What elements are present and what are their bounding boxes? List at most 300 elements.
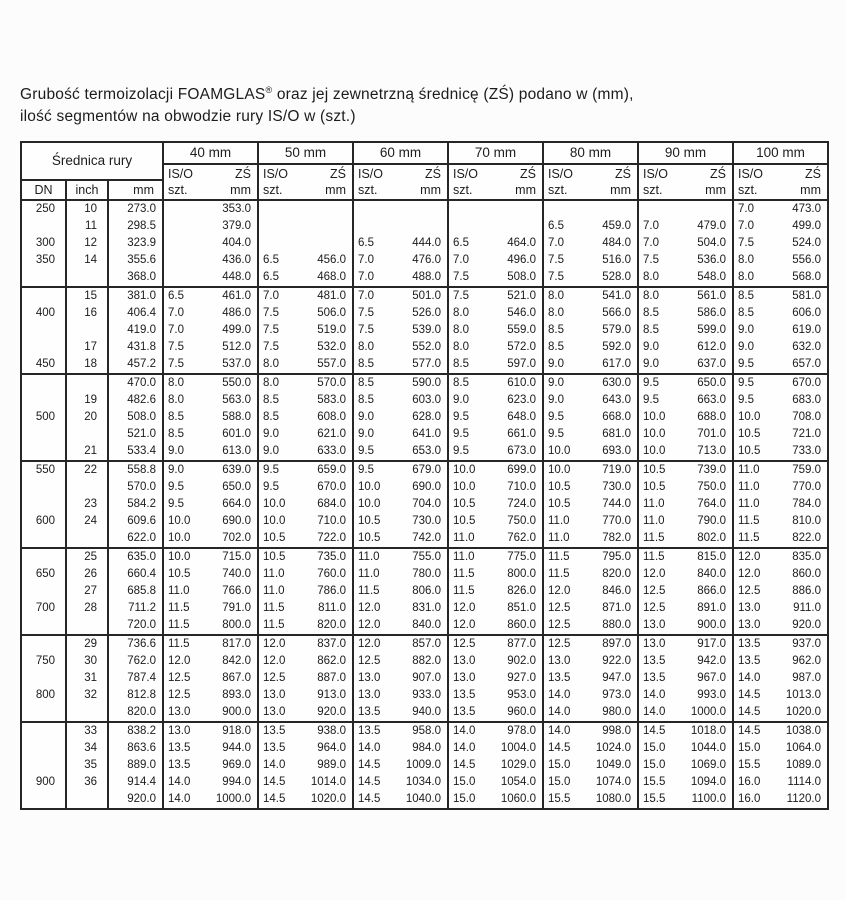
zs-diameter-cell: 690.0 <box>412 480 441 493</box>
iso-segments-cell: 8.0 <box>448 322 488 339</box>
zs-diameter-cell: 897.0 <box>583 635 638 653</box>
zs-diameter-cell: 730.0 <box>602 480 631 493</box>
iso-segments-cell: 12.5 <box>353 653 393 670</box>
zs-diameter-cell: 670.0 <box>317 480 346 493</box>
mm-cell: 381.0 <box>108 287 163 305</box>
iso-segments-cell: 10.5 <box>543 496 583 513</box>
iso-segments-cell: 14.0 <box>543 704 583 722</box>
mm-cell: 298.5 <box>108 218 163 235</box>
dn-cell: 750 <box>35 654 55 667</box>
iso-segments-cell: 14.0 <box>163 791 203 809</box>
iso-segments-cell: 14.0 <box>638 687 678 704</box>
iso-segments-cell: 10.0 <box>543 461 583 479</box>
zs-diameter-cell <box>488 218 543 235</box>
zs-diameter-cell: 940.0 <box>412 705 441 718</box>
zs-diameter-cell: 521.0 <box>488 287 543 305</box>
dn-cell: 500 <box>35 410 55 423</box>
zs-diameter-cell: 867.0 <box>222 671 251 684</box>
zs-diameter-cell <box>488 200 543 218</box>
inch-cell <box>66 617 108 635</box>
zs-diameter-cell: 900.0 <box>697 618 726 631</box>
mm-cell: 521.0 <box>108 426 163 443</box>
iso-segments-cell: 9.0 <box>258 443 298 461</box>
zs-diameter-cell: 802.0 <box>697 531 726 544</box>
iso-segments-cell: 6.5 <box>353 235 393 252</box>
zs-diameter-cell: 962.0 <box>792 654 821 667</box>
zs-diameter-cell: 702.0 <box>222 531 251 544</box>
mm-cell: 838.2 <box>108 722 163 740</box>
zs-diameter-cell: 739.0 <box>678 461 733 479</box>
zs-diameter-cell: 835.0 <box>773 548 828 566</box>
zs-diameter-cell: 1064.0 <box>785 741 821 754</box>
zs-diameter-cell: 760.0 <box>317 567 346 580</box>
dn-cell <box>21 339 66 356</box>
iso-segments-cell: 10.0 <box>638 426 678 443</box>
inch-cell: 15 <box>66 287 108 305</box>
zs-diameter-cell: 661.0 <box>507 427 536 440</box>
iso-segments-cell: 7.0 <box>733 218 773 235</box>
mm-cell: 711.2 <box>108 600 163 617</box>
zs-subcolumn-header: ZŚ mm <box>488 164 543 200</box>
iso-segments-cell: 13.0 <box>448 653 488 670</box>
inch-cell: 16 <box>66 305 108 322</box>
zs-diameter-cell: 681.0 <box>602 427 631 440</box>
iso-segments-cell: 11.5 <box>733 530 773 548</box>
iso-segments-cell: 11.5 <box>638 530 678 548</box>
iso-segments-cell <box>163 200 203 218</box>
zs-diameter-cell: 917.0 <box>678 635 733 653</box>
iso-segments-cell: 13.5 <box>448 704 488 722</box>
iso-segments-cell: 11.5 <box>638 548 678 566</box>
thickness-group-header: 60 mm <box>353 142 448 164</box>
zs-diameter-cell: 922.0 <box>602 654 631 667</box>
mm-cell: 787.4 <box>108 670 163 687</box>
zs-diameter-cell: 516.0 <box>602 253 631 266</box>
iso-segments-cell: 7.0 <box>353 252 393 269</box>
iso-segments-cell: 9.5 <box>448 409 488 426</box>
zs-diameter-cell: 621.0 <box>317 427 346 440</box>
dn-cell: 400 <box>35 306 55 319</box>
dn-cell <box>21 548 66 566</box>
dn-cell <box>21 757 66 774</box>
zs-diameter-cell: 1009.0 <box>405 758 441 771</box>
iso-segments-cell: 12.0 <box>448 617 488 635</box>
zs-diameter-cell: 944.0 <box>222 741 251 754</box>
inch-cell <box>66 374 108 392</box>
zs-diameter-cell: 1044.0 <box>690 741 726 754</box>
zs-subcolumn-header: ZŚ mm <box>393 164 448 200</box>
iso-segments-cell: 12.0 <box>638 566 678 583</box>
zs-diameter-cell: 444.0 <box>412 236 441 249</box>
zs-diameter-cell: 880.0 <box>602 618 631 631</box>
zs-diameter-cell: 1038.0 <box>773 722 828 740</box>
zs-diameter-cell: 519.0 <box>317 323 346 336</box>
zs-diameter-cell: 871.0 <box>602 601 631 614</box>
zs-diameter-cell: 893.0 <box>222 688 251 701</box>
inch-cell: 11 <box>66 218 108 235</box>
iso-segments-cell: 13.0 <box>163 722 203 740</box>
iso-segments-cell: 8.0 <box>733 269 773 287</box>
header-row-groups <box>21 142 828 164</box>
mm-cell: 920.0 <box>108 791 163 809</box>
zs-diameter-cell: 1004.0 <box>500 741 536 754</box>
zs-diameter-cell: 715.0 <box>203 548 258 566</box>
zs-diameter-cell: 499.0 <box>792 219 821 232</box>
zs-diameter-cell: 481.0 <box>298 287 353 305</box>
table-row <box>21 635 828 653</box>
zs-diameter-cell: 628.0 <box>412 410 441 423</box>
dn-cell <box>21 269 66 287</box>
zs-diameter-cell: 668.0 <box>602 410 631 423</box>
iso-segments-cell <box>163 269 203 287</box>
zs-diameter-cell: 508.0 <box>507 270 536 283</box>
iso-segments-cell: 13.5 <box>163 740 203 757</box>
mm-cell: 812.8 <box>108 687 163 704</box>
zs-diameter-cell: 464.0 <box>507 236 536 249</box>
iso-segments-cell: 10.0 <box>163 548 203 566</box>
zs-diameter-cell: 973.0 <box>602 688 631 701</box>
zs-diameter-cell: 683.0 <box>792 393 821 406</box>
zs-diameter-cell: 918.0 <box>203 722 258 740</box>
zs-diameter-cell: 920.0 <box>792 618 821 631</box>
iso-segments-cell <box>353 218 393 235</box>
dn-cell <box>21 740 66 757</box>
dn-cell <box>21 374 66 392</box>
iso-segments-cell: 8.5 <box>258 409 298 426</box>
iso-segments-cell: 10.5 <box>163 566 203 583</box>
iso-segments-cell: 7.5 <box>163 339 203 356</box>
zs-diameter-cell: 937.0 <box>773 635 828 653</box>
zs-diameter-cell: 641.0 <box>412 427 441 440</box>
table-row <box>21 322 828 339</box>
mm-cell: 609.6 <box>108 513 163 530</box>
zs-diameter-cell: 486.0 <box>222 306 251 319</box>
zs-diameter-cell: 851.0 <box>507 601 536 614</box>
dn-column-header: DN <box>21 180 66 200</box>
iso-segments-cell: 15.0 <box>638 757 678 774</box>
iso-segments-cell: 11.0 <box>258 583 298 600</box>
zs-diameter-cell: 459.0 <box>602 219 631 232</box>
zs-diameter-cell: 820.0 <box>602 567 631 580</box>
zs-diameter-cell: 877.0 <box>488 635 543 653</box>
mm-cell: 355.6 <box>108 252 163 269</box>
zs-diameter-cell: 617.0 <box>602 357 631 370</box>
iso-segments-cell: 11.0 <box>353 548 393 566</box>
zs-diameter-cell: 742.0 <box>412 531 441 544</box>
zs-diameter-cell: 648.0 <box>507 410 536 423</box>
zs-diameter-cell: 684.0 <box>317 497 346 510</box>
iso-segments-cell: 11.0 <box>543 530 583 548</box>
mm-cell: 457.2 <box>108 356 163 374</box>
inch-cell: 30 <box>66 653 108 670</box>
document-title-line2: ilość segmentów na obwodzie rury IS/O w (szt.) <box>20 108 356 126</box>
mm-cell: 660.4 <box>108 566 163 583</box>
zs-diameter-cell: 964.0 <box>317 741 346 754</box>
zs-diameter-cell: 978.0 <box>488 722 543 740</box>
zs-diameter-cell: 657.0 <box>792 357 821 370</box>
table-row <box>21 687 828 704</box>
iso-segments-cell: 15.0 <box>448 791 488 809</box>
iso-segments-cell: 14.0 <box>448 740 488 757</box>
iso-segments-cell: 7.0 <box>448 252 488 269</box>
zs-diameter-cell: 1054.0 <box>500 775 536 788</box>
table-row <box>21 356 828 374</box>
zs-diameter-cell <box>678 200 733 218</box>
iso-segments-cell: 15.0 <box>448 774 488 791</box>
iso-segments-cell: 14.5 <box>733 722 773 740</box>
iso-segments-cell: 13.0 <box>638 635 678 653</box>
table-row <box>21 269 828 287</box>
zs-diameter-cell: 579.0 <box>602 323 631 336</box>
iso-segments-cell: 8.0 <box>638 287 678 305</box>
zs-diameter-cell: 650.0 <box>678 374 733 392</box>
iso-segments-cell: 8.0 <box>638 269 678 287</box>
iso-segments-cell: 13.5 <box>353 704 393 722</box>
iso-segments-cell: 11.5 <box>448 566 488 583</box>
table-row <box>21 530 828 548</box>
table-row <box>21 617 828 635</box>
iso-subcolumn-header: IS/O szt. <box>543 164 583 200</box>
inch-cell: 14 <box>66 252 108 269</box>
table-row <box>21 305 828 322</box>
zs-diameter-cell: 608.0 <box>317 410 346 423</box>
zs-diameter-cell: 947.0 <box>602 671 631 684</box>
iso-segments-cell: 9.5 <box>258 461 298 479</box>
iso-segments-cell: 9.5 <box>638 374 678 392</box>
iso-segments-cell: 14.0 <box>543 687 583 704</box>
table-row <box>21 791 828 809</box>
iso-segments-cell: 12.0 <box>258 635 298 653</box>
zs-subcolumn-header: ZŚ mm <box>298 164 353 200</box>
thickness-group-header: 70 mm <box>448 142 543 164</box>
iso-segments-cell: 15.0 <box>638 740 678 757</box>
zs-diameter-cell: 1100.0 <box>691 792 726 805</box>
inch-column-header: inch <box>66 180 108 200</box>
iso-segments-cell: 12.0 <box>353 635 393 653</box>
zs-diameter-cell: 693.0 <box>602 444 631 457</box>
iso-segments-cell: 9.0 <box>543 374 583 392</box>
iso-segments-cell: 6.5 <box>163 287 203 305</box>
mm-cell: 685.8 <box>108 583 163 600</box>
zs-diameter-cell: 811.0 <box>318 601 346 614</box>
iso-segments-cell: 9.5 <box>353 461 393 479</box>
iso-segments-cell: 9.0 <box>258 426 298 443</box>
table-row <box>21 757 828 774</box>
iso-segments-cell: 15.5 <box>638 774 678 791</box>
iso-segments-cell: 12.5 <box>543 617 583 635</box>
dn-cell <box>21 583 66 600</box>
zs-diameter-cell: 699.0 <box>488 461 543 479</box>
zs-diameter-cell: 942.0 <box>697 654 726 667</box>
zs-diameter-cell: 750.0 <box>507 514 536 527</box>
iso-segments-cell <box>163 252 203 269</box>
zs-diameter-cell <box>583 200 638 218</box>
iso-segments-cell: 10.5 <box>258 548 298 566</box>
zs-diameter-cell: 1060.0 <box>500 792 536 805</box>
iso-segments-cell <box>638 200 678 218</box>
mm-cell: 622.0 <box>108 530 163 548</box>
zs-diameter-cell: 1049.0 <box>595 758 631 771</box>
dn-cell <box>21 496 66 513</box>
iso-segments-cell: 14.5 <box>353 791 393 809</box>
zs-diameter-cell: 473.0 <box>773 200 828 218</box>
iso-segments-cell: 7.0 <box>163 305 203 322</box>
iso-segments-cell: 12.0 <box>258 653 298 670</box>
mm-cell: 470.0 <box>108 374 163 392</box>
table-row <box>21 548 828 566</box>
zs-diameter-cell: 690.0 <box>222 514 251 527</box>
zs-diameter-cell: 550.0 <box>203 374 258 392</box>
iso-segments-cell: 9.0 <box>733 322 773 339</box>
iso-segments-cell: 8.5 <box>163 409 203 426</box>
iso-segments-cell: 8.0 <box>543 287 583 305</box>
iso-segments-cell: 13.5 <box>638 653 678 670</box>
mm-cell: 558.8 <box>108 461 163 479</box>
zs-diameter-cell: 733.0 <box>792 444 821 457</box>
iso-segments-cell: 12.0 <box>448 600 488 617</box>
iso-segments-cell: 13.0 <box>353 670 393 687</box>
table-row <box>21 461 828 479</box>
iso-segments-cell: 9.0 <box>638 356 678 374</box>
dn-cell <box>21 670 66 687</box>
dn-cell <box>21 617 66 635</box>
zs-diameter-cell: 780.0 <box>412 567 441 580</box>
mm-cell: 368.0 <box>108 269 163 287</box>
iso-segments-cell: 13.0 <box>638 617 678 635</box>
pipe-diameter-group-header: Średnica rury <box>21 142 163 180</box>
zs-diameter-cell: 563.0 <box>222 393 251 406</box>
iso-segments-cell: 12.5 <box>638 583 678 600</box>
iso-segments-cell: 11.0 <box>733 479 773 496</box>
table-row <box>21 774 828 791</box>
iso-segments-cell: 10.0 <box>258 496 298 513</box>
dn-cell <box>21 287 66 305</box>
iso-segments-cell: 10.0 <box>353 479 393 496</box>
iso-segments-cell <box>448 218 488 235</box>
table-row <box>21 479 828 496</box>
zs-diameter-cell: 862.0 <box>317 654 346 667</box>
iso-segments-cell: 9.5 <box>733 374 773 392</box>
iso-segments-cell: 10.0 <box>543 443 583 461</box>
zs-diameter-cell: 730.0 <box>412 514 441 527</box>
zs-diameter-cell: 619.0 <box>792 323 821 336</box>
zs-diameter-cell: 556.0 <box>792 253 821 266</box>
iso-segments-cell: 11.0 <box>448 530 488 548</box>
iso-segments-cell: 8.0 <box>733 252 773 269</box>
iso-segments-cell: 14.0 <box>163 774 203 791</box>
zs-diameter-cell: 708.0 <box>792 410 821 423</box>
registered-trademark-symbol: ® <box>265 84 273 95</box>
table-row <box>21 583 828 600</box>
table-row <box>21 740 828 757</box>
iso-segments-cell: 9.0 <box>353 409 393 426</box>
iso-segments-cell: 8.5 <box>733 305 773 322</box>
iso-segments-cell: 15.5 <box>543 791 583 809</box>
zs-diameter-cell: 1029.0 <box>500 758 536 771</box>
iso-segments-cell: 16.0 <box>733 791 773 809</box>
iso-segments-cell: 6.5 <box>258 269 298 287</box>
iso-segments-cell: 11.5 <box>258 600 298 617</box>
zs-diameter-cell: 568.0 <box>792 270 821 283</box>
zs-diameter-cell: 506.0 <box>317 306 346 319</box>
zs-diameter-cell: 524.0 <box>792 236 821 249</box>
iso-segments-cell: 13.5 <box>448 687 488 704</box>
iso-segments-cell: 8.5 <box>353 392 393 409</box>
iso-segments-cell: 10.5 <box>543 479 583 496</box>
zs-diameter-cell: 969.0 <box>222 758 251 771</box>
iso-segments-cell: 11.0 <box>163 583 203 600</box>
zs-diameter-cell: 448.0 <box>222 270 251 283</box>
iso-segments-cell: 9.5 <box>733 356 773 374</box>
mm-cell: 889.0 <box>108 757 163 774</box>
iso-segments-cell: 7.5 <box>448 287 488 305</box>
dn-cell <box>21 392 66 409</box>
iso-segments-cell: 11.0 <box>733 461 773 479</box>
iso-segments-cell: 12.0 <box>163 653 203 670</box>
iso-segments-cell: 14.0 <box>543 722 583 740</box>
zs-diameter-cell: 994.0 <box>222 775 251 788</box>
iso-segments-cell: 11.0 <box>353 566 393 583</box>
zs-diameter-cell: 499.0 <box>222 323 251 336</box>
iso-segments-cell: 11.5 <box>163 635 203 653</box>
table-row <box>21 374 828 392</box>
iso-segments-cell: 7.5 <box>543 269 583 287</box>
iso-segments-cell: 7.5 <box>353 305 393 322</box>
dn-cell <box>21 426 66 443</box>
iso-segments-cell: 13.0 <box>163 704 203 722</box>
iso-segments-cell: 8.5 <box>448 356 488 374</box>
iso-segments-cell: 6.5 <box>543 218 583 235</box>
inch-cell: 27 <box>66 583 108 600</box>
table-row <box>21 235 828 252</box>
zs-diameter-cell: 775.0 <box>488 548 543 566</box>
zs-diameter-cell: 597.0 <box>507 357 536 370</box>
zs-diameter-cell: 488.0 <box>412 270 441 283</box>
zs-diameter-cell: 866.0 <box>697 584 726 597</box>
zs-diameter-cell: 606.0 <box>792 306 821 319</box>
zs-diameter-cell: 588.0 <box>222 410 251 423</box>
iso-segments-cell: 10.0 <box>638 443 678 461</box>
zs-diameter-cell: 476.0 <box>412 253 441 266</box>
zs-diameter-cell: 902.0 <box>507 654 536 667</box>
iso-segments-cell <box>353 200 393 218</box>
table-row <box>21 339 828 356</box>
mm-cell: 863.6 <box>108 740 163 757</box>
iso-segments-cell: 8.5 <box>733 287 773 305</box>
zs-diameter-cell: 750.0 <box>697 480 726 493</box>
iso-segments-cell: 13.0 <box>733 600 773 617</box>
zs-diameter-cell: 572.0 <box>507 340 536 353</box>
iso-segments-cell: 13.5 <box>258 740 298 757</box>
zs-diameter-cell: 911.0 <box>793 601 821 614</box>
zs-diameter-cell: 770.0 <box>792 480 821 493</box>
iso-segments-cell: 12.0 <box>733 566 773 583</box>
zs-diameter-cell: 570.0 <box>298 374 353 392</box>
zs-diameter-cell: 987.0 <box>792 671 821 684</box>
zs-diameter-cell: 353.0 <box>203 200 258 218</box>
zs-diameter-cell: 1034.0 <box>405 775 441 788</box>
iso-segments-cell: 13.5 <box>638 670 678 687</box>
inch-cell <box>66 322 108 339</box>
iso-segments-cell: 14.5 <box>353 774 393 791</box>
mm-cell: 570.0 <box>108 479 163 496</box>
iso-segments-cell: 8.5 <box>353 356 393 374</box>
iso-segments-cell <box>448 200 488 218</box>
zs-diameter-cell: 759.0 <box>773 461 828 479</box>
inch-cell: 18 <box>66 356 108 374</box>
zs-diameter-cell: 552.0 <box>412 340 441 353</box>
thickness-group-header: 90 mm <box>638 142 733 164</box>
